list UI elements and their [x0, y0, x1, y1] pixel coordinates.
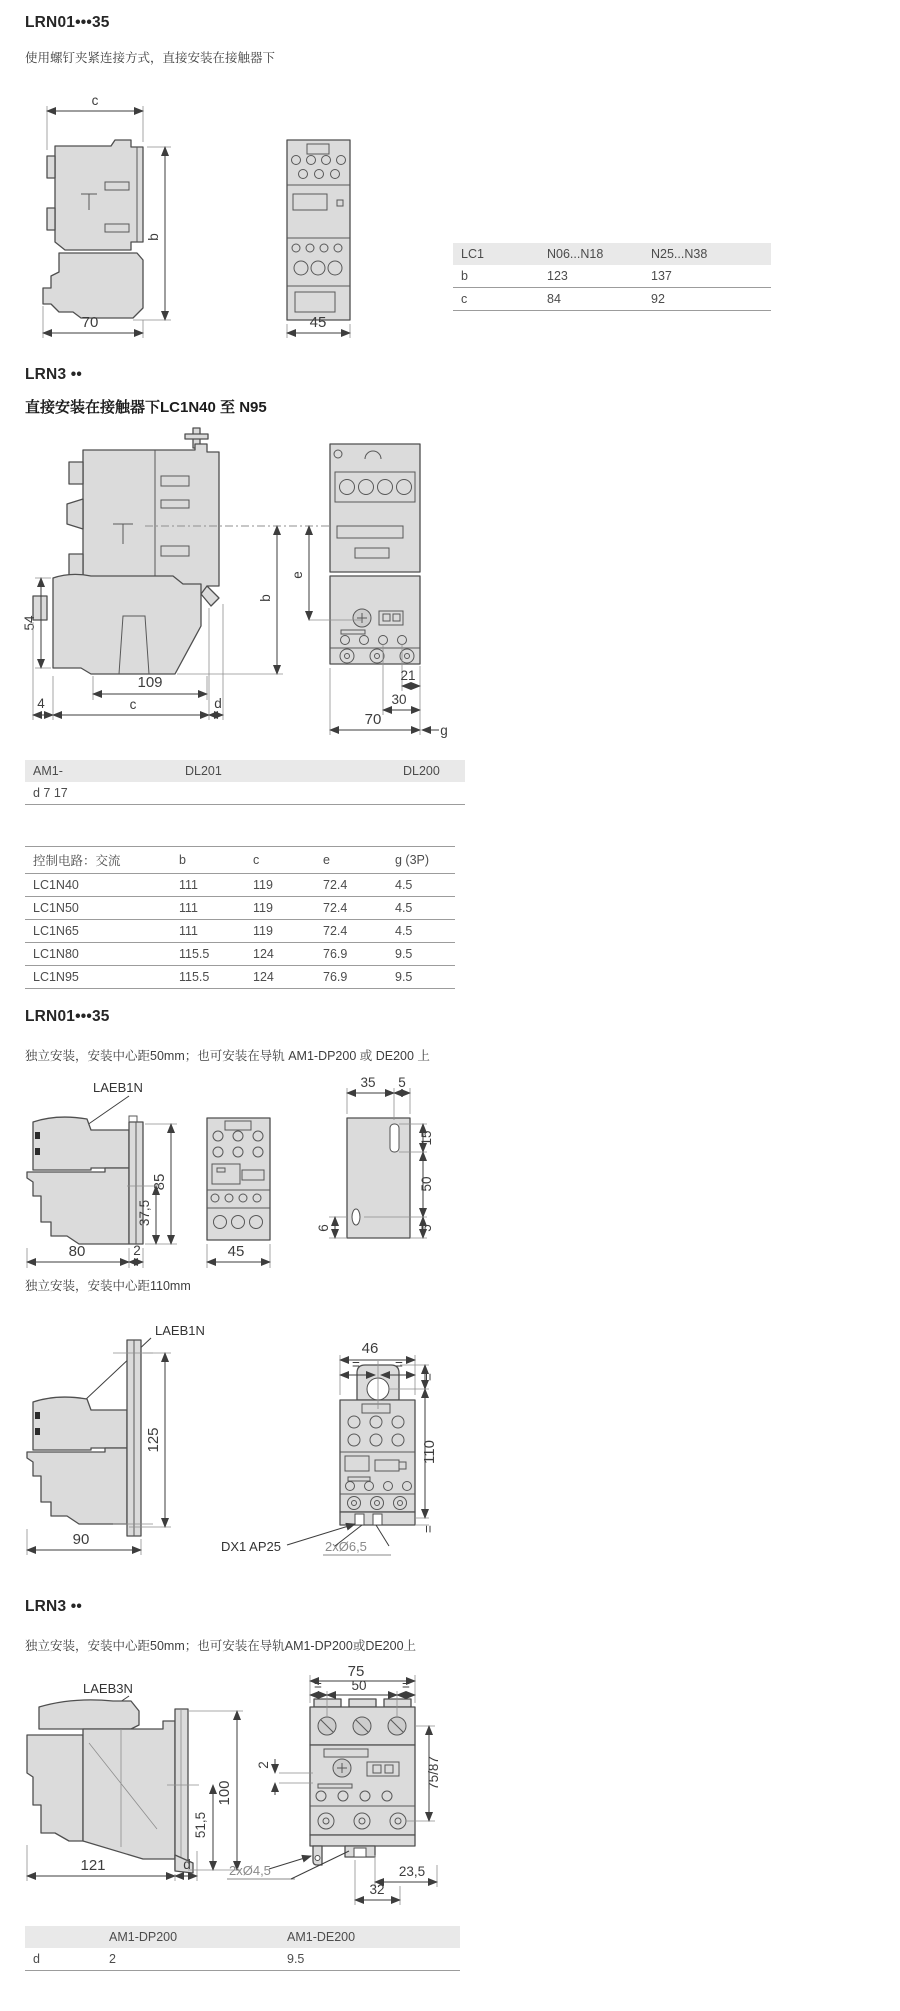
dim-label: = — [421, 1525, 436, 1533]
fig3-front-view — [207, 1118, 270, 1240]
dim-label: 45 — [309, 314, 327, 331]
dim-label: 21 — [400, 668, 416, 683]
table-row — [25, 966, 455, 989]
cell: 115.5 — [171, 943, 245, 966]
dim-label: c — [129, 697, 137, 712]
cell: 115.5 — [171, 966, 245, 989]
table-header-row — [25, 760, 465, 782]
table-row — [453, 288, 771, 311]
section1-title: LRN01•••35 — [25, 14, 110, 31]
dim-label: = — [314, 1678, 322, 1693]
table-row — [25, 920, 455, 943]
section2-heading: 直接安装在接触器下LC1N40 至 N95 — [25, 399, 267, 416]
dim-label: 85 — [151, 1173, 168, 1191]
dim-label: 80 — [68, 1243, 86, 1260]
dim-label: 51,5 — [193, 1811, 208, 1839]
cell: LC1N65 — [25, 920, 171, 943]
table-row — [453, 265, 771, 288]
cell: LC1N80 — [25, 943, 171, 966]
cell: 4.5 — [387, 897, 455, 920]
dim-label: 54 — [22, 615, 37, 631]
dim-label: 4 — [37, 696, 45, 711]
cell: 72.4 — [315, 874, 387, 897]
section4-description: 独立安装，安装中心距50mm；也可安装在导轨AM1-DP200或DE200上 — [25, 1639, 417, 1653]
dim-label: 121 — [80, 1857, 106, 1874]
dim-label: = — [352, 1357, 360, 1372]
dim-label: b — [258, 594, 273, 602]
cell: 111 — [171, 874, 245, 897]
lc1-dimensions-table — [453, 243, 771, 311]
fig5-front-view — [310, 1699, 415, 1865]
table-header-row — [25, 1926, 460, 1948]
dim-label: b — [146, 233, 161, 241]
dim-label: = — [395, 1357, 403, 1372]
cell: 76.9 — [315, 943, 387, 966]
dim-label: 110 — [421, 1440, 438, 1464]
cell: b — [453, 265, 539, 288]
cell — [177, 782, 395, 805]
control-circuit-table — [25, 846, 455, 989]
cell: 137 — [643, 265, 771, 288]
dim-label: 35 — [360, 1075, 376, 1090]
table-row — [25, 782, 465, 805]
fig4-side-view — [27, 1397, 127, 1524]
dim-label: 50 — [351, 1678, 367, 1693]
dim-label: 30 — [391, 692, 407, 707]
cell: 111 — [171, 897, 245, 920]
header-cell: N06...N18 — [539, 243, 643, 265]
cell: 119 — [245, 920, 315, 943]
dim-label: 90 — [72, 1531, 90, 1548]
header-cell: AM1- — [25, 760, 177, 782]
header-cell: LC1 — [453, 243, 539, 265]
header-cell: g (3P) — [387, 847, 455, 874]
dim-label: d — [183, 1857, 191, 1872]
dim-label: 125 — [145, 1427, 162, 1453]
dim-label: 2 — [133, 1243, 141, 1258]
dim-label: 2 — [256, 1761, 271, 1769]
cell: 111 — [171, 920, 245, 943]
dim-label: e — [290, 571, 305, 579]
device-label: LAEB1N — [93, 1080, 143, 1095]
header-cell: AM1-DE200 — [279, 1926, 460, 1948]
section4-title: LRN3 •• — [25, 1598, 83, 1615]
header-cell: AM1-DP200 — [101, 1926, 279, 1948]
fig3-side-view — [27, 1116, 143, 1244]
cell: 2 — [101, 1948, 279, 1971]
table-row — [25, 1948, 460, 1971]
cell: 9.5 — [279, 1948, 460, 1971]
cell: 76.9 — [315, 966, 387, 989]
fig2-side-view — [33, 428, 340, 674]
table-header-row — [453, 243, 771, 265]
dim-label: 100 — [216, 1780, 233, 1806]
dim-label: g — [440, 723, 448, 738]
cell: 124 — [245, 943, 315, 966]
fig1-dimension-drawing — [25, 90, 370, 340]
section3-description-1: 独立安装，安装中心距50mm；也可安装在导轨 AM1-DP200 或 DE200 上 — [25, 1049, 430, 1063]
fig1-side-view — [43, 140, 143, 318]
fig3-profile-view — [347, 1118, 410, 1238]
header-cell: N25...N38 — [643, 243, 771, 265]
fig1-front-view — [287, 140, 350, 320]
fig2-dimension-drawing — [22, 428, 475, 743]
dim-label: 45 — [227, 1243, 245, 1260]
cell: LC1N50 — [25, 897, 171, 920]
section3-description-2: 独立安装，安装中心距110mm — [25, 1279, 191, 1293]
header-cell — [25, 1926, 101, 1948]
section1-description: 使用螺钉夹紧连接方式，直接安装在接触器下 — [25, 51, 276, 65]
cell: LC1N95 — [25, 966, 171, 989]
device-label: LAEB1N — [155, 1323, 205, 1338]
cell: 124 — [245, 966, 315, 989]
dim-label: 70 — [364, 711, 382, 728]
holes-label: 2xØ4,5 — [229, 1863, 271, 1878]
dim-label: 5 — [419, 1224, 434, 1232]
cell: 72.4 — [315, 897, 387, 920]
cell: 92 — [643, 288, 771, 311]
cell: LC1N40 — [25, 874, 171, 897]
dim-label: = — [402, 1678, 410, 1693]
fig5-dimension-drawing — [25, 1665, 480, 1922]
dim-label: 15 — [419, 1130, 434, 1146]
fig2-front-view — [330, 444, 420, 664]
cell — [395, 782, 465, 805]
dim-label: = — [421, 1373, 436, 1381]
header-cell: b — [171, 847, 245, 874]
am1-rail-table — [25, 760, 465, 805]
holes-label: 2xØ6,5 — [325, 1539, 367, 1554]
fig3-dimension-drawing — [25, 1075, 465, 1273]
table-header-row — [25, 847, 455, 874]
dim-label: 75/87 — [426, 1756, 441, 1790]
cell: 84 — [539, 288, 643, 311]
dim-label: c — [91, 93, 99, 108]
dim-label: 109 — [137, 674, 163, 691]
dim-label: 37,5 — [137, 1199, 152, 1227]
cell: 9.5 — [387, 966, 455, 989]
table-row — [25, 943, 455, 966]
cell: 119 — [245, 897, 315, 920]
section2-title: LRN3 •• — [25, 366, 83, 383]
fig4-dimension-drawing — [25, 1305, 465, 1560]
dim-label: 6 — [316, 1224, 331, 1232]
fig5-side-view — [27, 1700, 199, 1873]
dim-label: 46 — [361, 1340, 379, 1357]
dim-label: 50 — [419, 1176, 434, 1192]
cell: c — [453, 288, 539, 311]
header-cell: 控制电路：交流 — [25, 847, 171, 874]
dim-label: 70 — [81, 314, 99, 331]
din-rail-depth-table — [25, 1926, 460, 1971]
dim-label: 75 — [347, 1663, 365, 1680]
table-row — [25, 897, 455, 920]
dim-label: 5 — [398, 1075, 406, 1090]
table-row — [25, 874, 455, 897]
rail-label: DX1 AP25 — [221, 1539, 281, 1554]
cell: 9.5 — [387, 943, 455, 966]
device-label: LAEB3N — [83, 1681, 133, 1696]
cell: d 7 17 — [25, 782, 177, 805]
cell: d — [25, 1948, 101, 1971]
cell: 4.5 — [387, 874, 455, 897]
cell: 72.4 — [315, 920, 387, 943]
dim-label: d — [214, 696, 222, 711]
header-cell: DL201 — [177, 760, 395, 782]
header-cell: e — [315, 847, 387, 874]
section3-title: LRN01•••35 — [25, 1008, 110, 1025]
cell: 123 — [539, 265, 643, 288]
header-cell: DL200 — [395, 760, 465, 782]
dim-label: 32 — [369, 1882, 385, 1897]
dim-label: 23,5 — [398, 1864, 426, 1879]
cell: 119 — [245, 874, 315, 897]
header-cell: c — [245, 847, 315, 874]
cell: 4.5 — [387, 920, 455, 943]
